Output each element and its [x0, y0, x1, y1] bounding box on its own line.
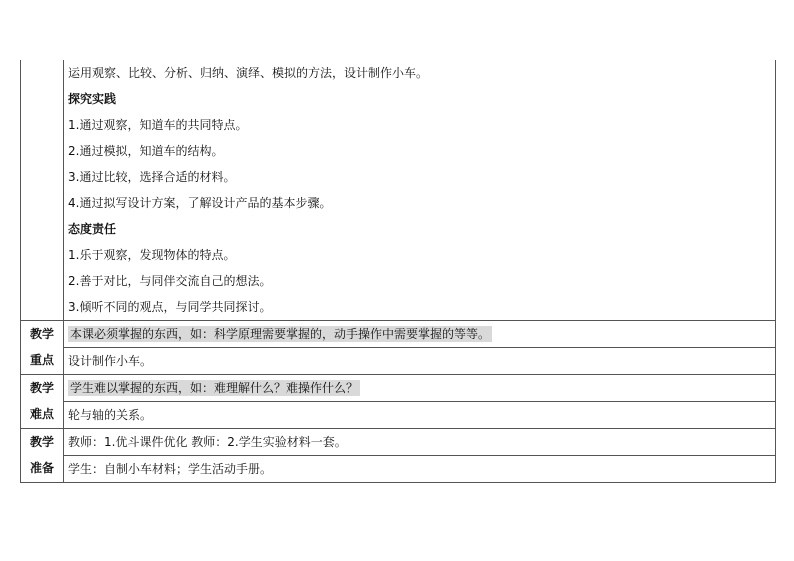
attitude-item: 1.乐于观察，发现物体的特点。 [68, 248, 236, 262]
preparation-label-cell [21, 429, 64, 482]
method-text: 运用观察、比较、分析、归纳、演绎、模拟的方法，设计制作小车。 [68, 66, 429, 80]
attitude-item: 3.倾听不同的观点，与同学共同探讨。 [68, 300, 272, 314]
difficulties-label-cell [21, 375, 64, 428]
key-points-hint-line [64, 321, 775, 347]
objectives-row [21, 60, 775, 321]
key-points-content [64, 321, 775, 374]
difficulties-label-2: 难点 [29, 407, 54, 421]
preparation-student: 学生：自制小车材料；学生活动手册。 [64, 455, 775, 482]
preparation-label-2: 准备 [29, 461, 54, 475]
attitude-item: 2.善于对比，与同伴交流自己的想法。 [68, 274, 272, 288]
difficulties-row [21, 375, 775, 429]
key-points-label-1: 教学 [29, 327, 54, 341]
preparation-content [64, 429, 775, 482]
objectives-content [64, 60, 775, 320]
lesson-plan-table [20, 60, 776, 483]
preparation-teacher: 教师：1.优斗课件优化 教师：2.学生实验材料一套。 [68, 435, 347, 449]
difficulties-content [64, 375, 775, 428]
key-points-label-cell [21, 321, 64, 374]
inquiry-item: 2.通过模拟，知道车的结构。 [68, 144, 224, 158]
difficulties-value: 轮与轴的关系。 [64, 401, 775, 428]
inquiry-item: 3.通过比较，选择合适的材料。 [68, 170, 236, 184]
inquiry-item: 4.通过拟写设计方案，了解设计产品的基本步骤。 [68, 196, 332, 210]
key-points-label-2: 重点 [29, 353, 54, 367]
difficulties-hint-line [64, 375, 775, 401]
preparation-label-1: 教学 [29, 435, 54, 449]
preparation-row [21, 429, 775, 483]
attitude-heading: 态度责任 [68, 222, 117, 236]
key-points-row [21, 321, 775, 375]
inquiry-heading: 探究实践 [68, 92, 117, 106]
key-points-value: 设计制作小车。 [64, 347, 775, 374]
objectives-label-cell [21, 60, 64, 320]
key-points-hint: 本课必须掌握的东西，如：科学原理需要掌握的，动手操作中需要掌握的等等。 [70, 327, 491, 341]
difficulties-hint: 学生难以掌握的东西，如：难理解什么？难操作什么？ [70, 381, 359, 395]
difficulties-label-1: 教学 [29, 381, 54, 395]
inquiry-item: 1.通过观察，知道车的共同特点。 [68, 118, 248, 132]
